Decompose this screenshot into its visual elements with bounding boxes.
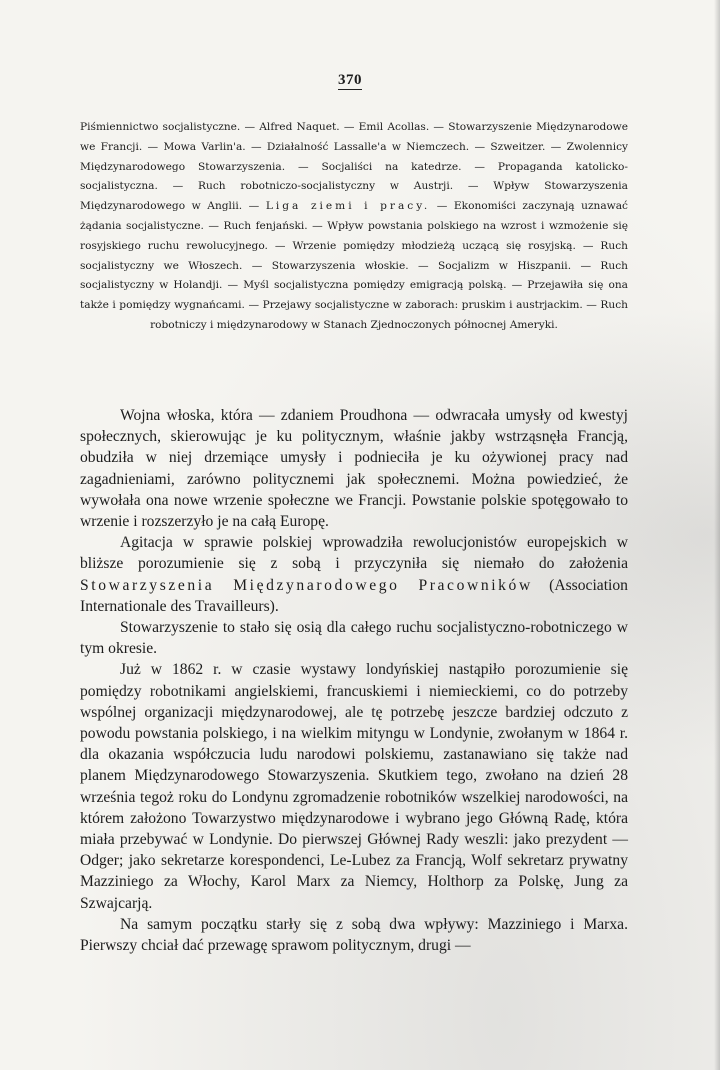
paragraph-2	[80, 532, 628, 617]
paragraph-3: Stowarzyszenie to stało się osią dla całego ruchu socjalistyczno-robotniczego w tym okresie.	[80, 619, 628, 658]
summary-text-2: — Ekonomiści zaczynają uznawać żądania socjalistyczne. — Ruch fenjański. — Wpływ powstania polskiego na wzrost i wzmożenie się rosyjskiego ruchu rewolucyjnego. — Wrzenie pomiędzy młodzieżą uczącą się rosyjską. — Ruch socjalistyczny we Włoszech. — Stowarzyszenia włoskie. — Socjalizm w Hiszpanii. — Ruch socjalistyczny w Holandji. — Myśl socjalistyczna pomiędzy emigracją polską. — Przejawiła się ona także i pomiędzy wygnańcami. — Przejawy socjalistyczne w zaborach: pruskim i austrjackim. — Ruch robotniczy i międzynarodowy w Stanach Zjednoczonych północnej Ameryki.	[80, 200, 628, 331]
paragraph-2-text-a: Agitacja w sprawie polskiej wprowadziła rewolucjonistów europejskich w bliższe porozumienie się z sobą i przyczyniła się niemało do założenia	[80, 534, 628, 573]
paragraph-2-text-b: (Association Internationale des Travailleurs).	[80, 576, 628, 615]
summary-text-1: Piśmiennictwo socjalistyczne. — Alfred Naquet. — Emil Acollas. — Stowarzyszenie Międzynarodowe we Francji. — Mowa Varlin'a. — Działalność Lassalle'a w Niemczech. — Szweitzer. — Zwolennicy Międzynarodowego Stowarzyszenia. — Socjaliści na katedrze. — Propaganda katolicko-socjalistyczna. — Ruch robotniczo-socjalistyczny w Austrji. — Wpływ Stowarzyszenia Międzynarodowego w Anglii. —	[80, 121, 628, 213]
paragraph-4: Już w 1862 r. w czasie wystawy londyńskiej nastąpiło porozumienie się pomiędzy robotnikami angielskiemi, francuskiemi i niemieckiemi, co do potrzeby wspólnej organizacji międzynarodowej, ale tę potrzebę jeszcze bardziej odczuto z powodu powstania polskiego, i na wielkim mityngu w Londynie, zwołanym w 1864 r. dla okazania współczucia ludu narodowi polskiemu, zastanawiano się także nad planem Międzynarodowego Stowarzyszenia. Skutkiem tego, zwołano na dzień 28 września tegoż roku do Londynu zgromadzenie robotników wszelkiej narodowości, na którem założono Towarzystwo międzynarodowe i wybrano jego Główną Radę, która miała przebywać w Londynie. Do pierwszej Głównej Rady weszli: jako prezydent — Odger; jako sekretarze korespondenci, Le-Lubez za Francją, Wolf sekretarz prywatny Mazziniego za Włochy, Karol Marx za Niemcy, Holthorp za Polskę, Jung za Szwajcarją.	[80, 661, 628, 912]
paragraph-5: Na samym początku starły się z sobą dwa wpływy: Mazziniego i Marxa. Pierwszy chciał dać przewagę sprawom politycznym, drugi —	[80, 915, 628, 955]
main-text	[80, 405, 628, 956]
chapter-summary	[80, 118, 628, 336]
paragraph-1: Wojna włoska, która — zdaniem Proudhona — odwracała umysły od kwestyj społecznych, skierowując je ku politycznym, właśnie jakby wstrząsnęła Francją, obudziła w niej drzemiące umysły i podnieciła je ku ożywionej pracy nad zagadnieniami, zarówno politycznemi jak społecznemi. Można powiedzieć, że wywołała ona nowe wrzenie społeczne we Francji. Powstanie polskie spotęgowało to wrzenie i rozszerzyło je na całą Europę.	[80, 407, 628, 531]
page-edge-shadow	[714, 0, 720, 1070]
paragraph-2-spaced-name: Stowarzyszenia Międzynarodowego Pracowników	[80, 576, 533, 594]
page-number: 370	[338, 72, 362, 88]
summary-liga-spaced: Liga ziemi i pracy.	[265, 200, 431, 213]
